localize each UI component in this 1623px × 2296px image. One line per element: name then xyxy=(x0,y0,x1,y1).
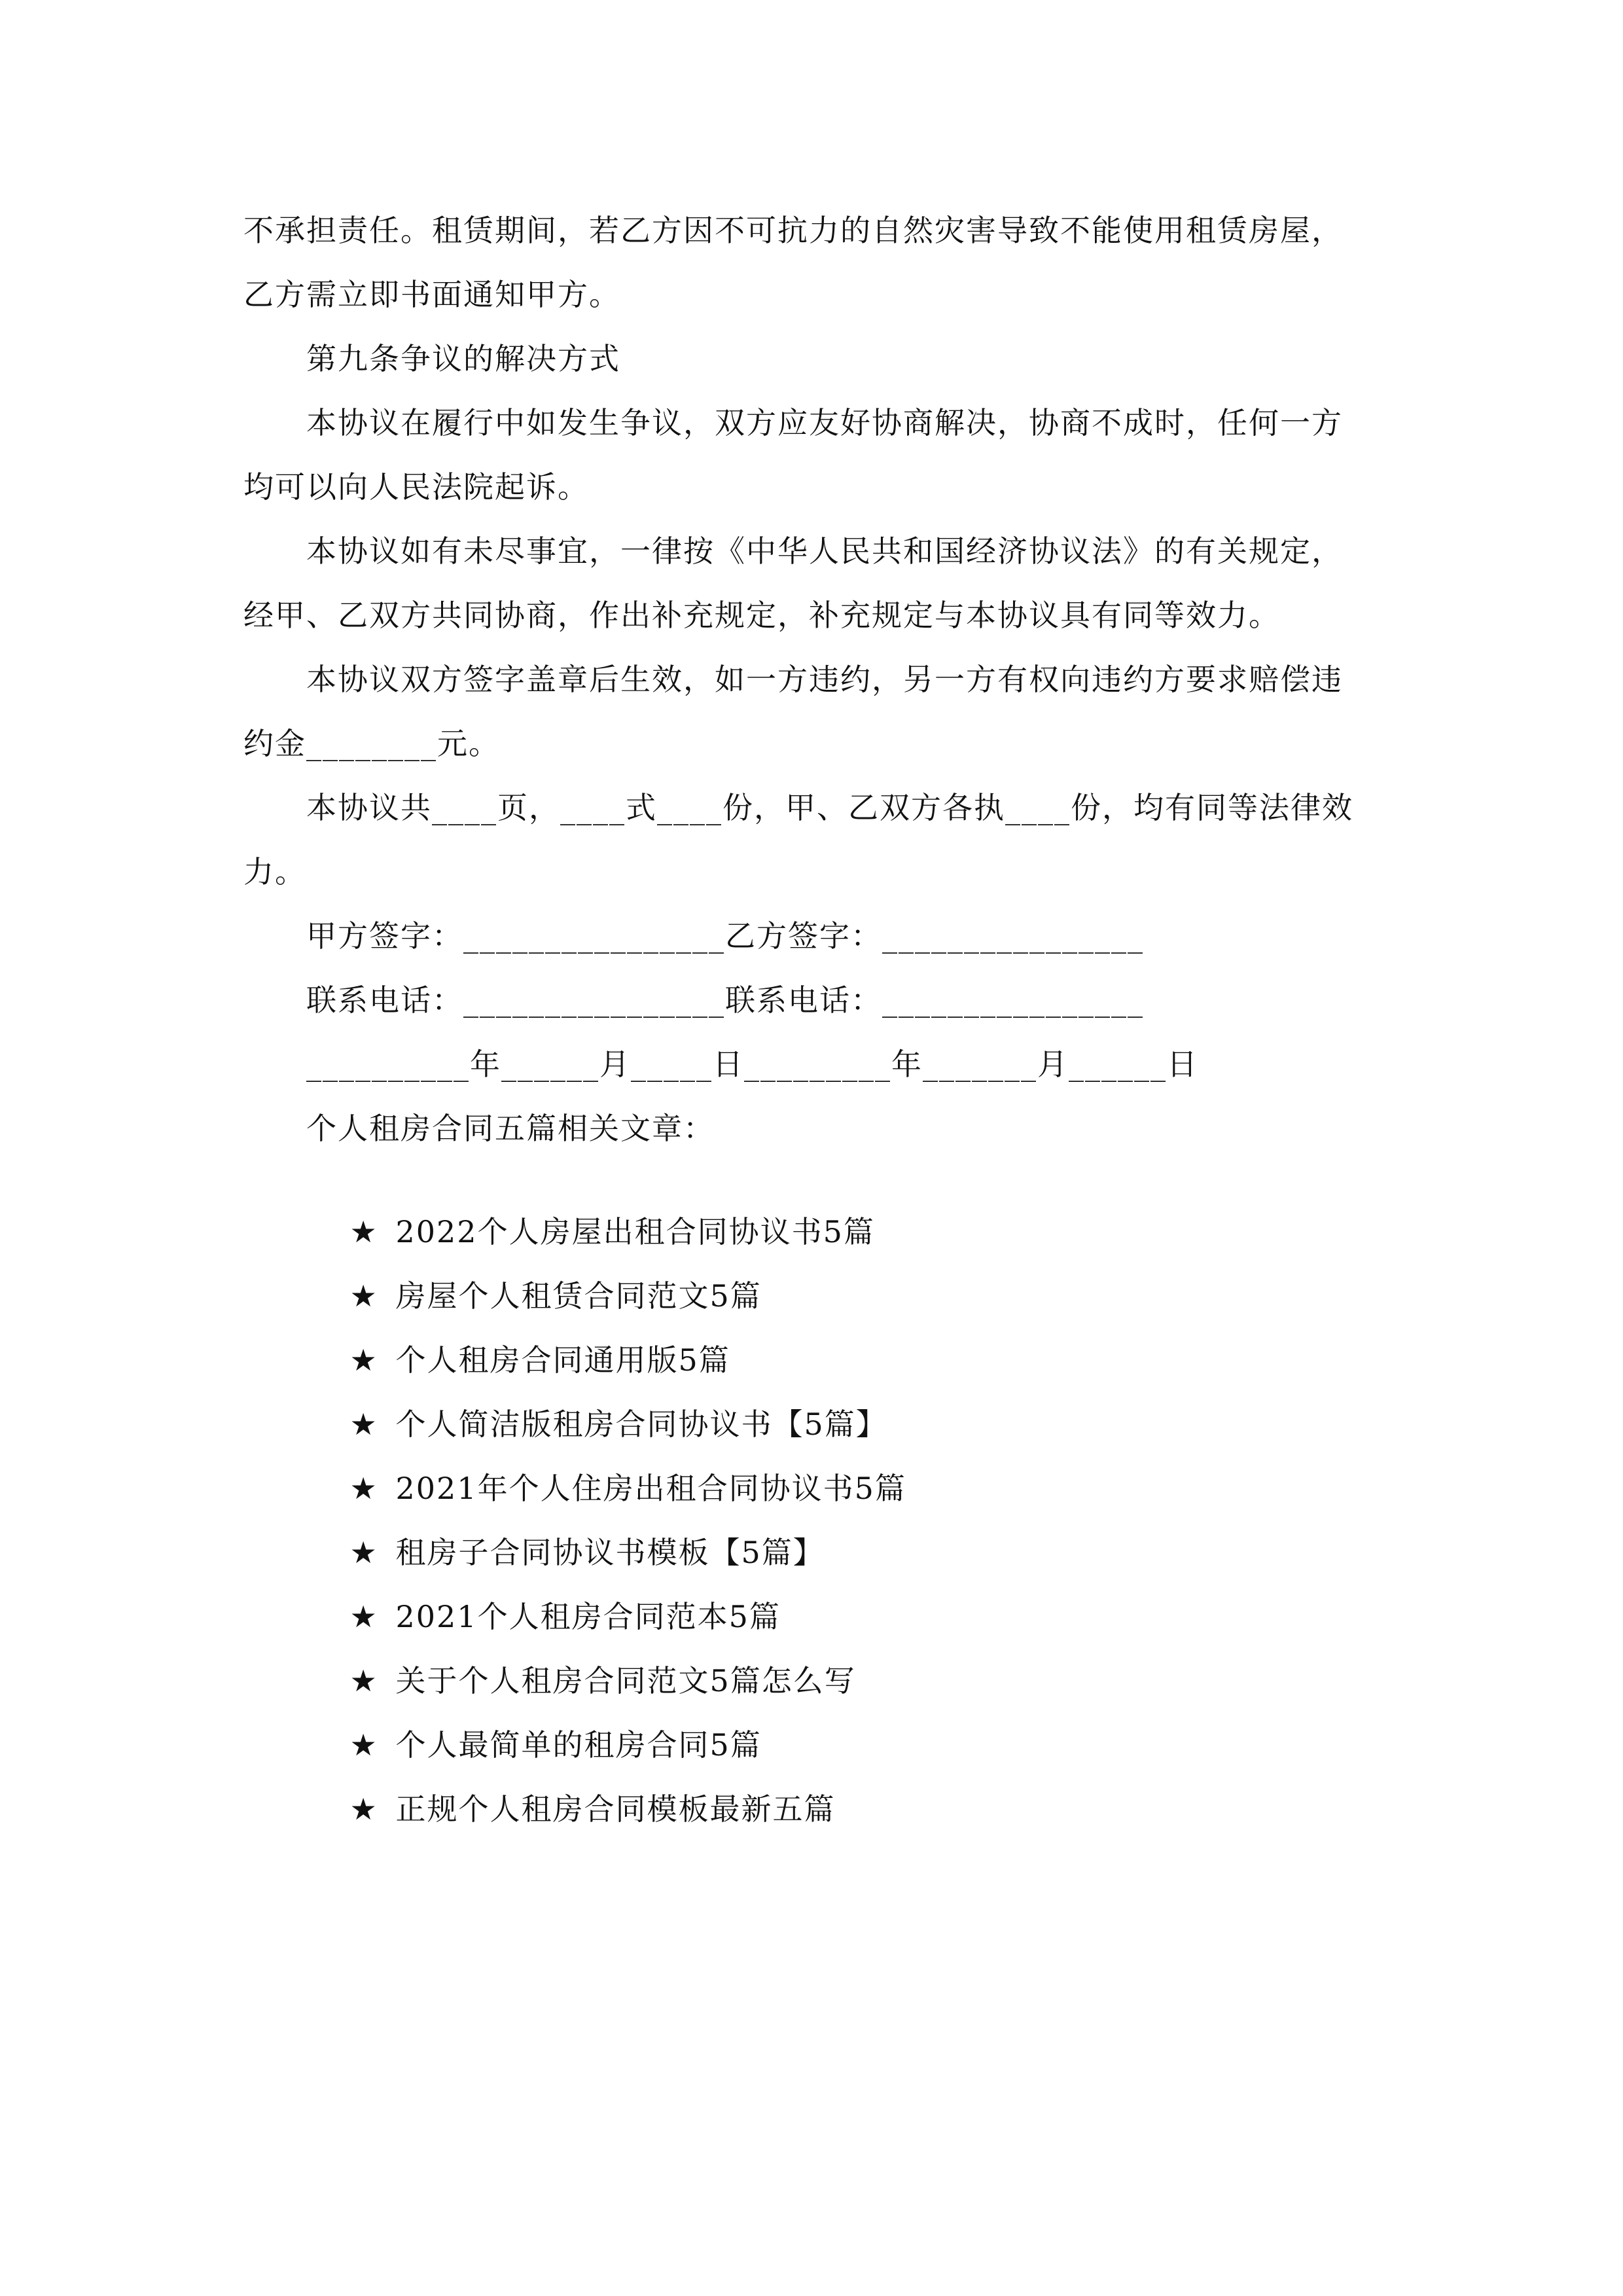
body-line-2: 乙方需立即书面通知甲方。 xyxy=(243,277,620,312)
related-article-label: 2021个人租房合同范本5篇 xyxy=(395,1599,781,1634)
related-heading: 个人租房合同五篇相关文章： xyxy=(306,1111,715,1146)
body-line-8: 本协议双方签字盖章后生效，如一方违约，另一方有权向违约方要求赔偿违 xyxy=(306,662,1343,697)
related-article-label: 正规个人租房合同模板最新五篇 xyxy=(395,1791,836,1827)
related-article-label: 个人最简单的租房合同5篇 xyxy=(395,1727,762,1763)
body-line-7: 经甲、乙双方共同协商，作出补充规定，补充规定与本协议具有同等效力。 xyxy=(243,598,1280,633)
related-article-label: 个人简洁版租房合同协议书【5篇】 xyxy=(395,1407,887,1442)
star-icon: ★ xyxy=(349,1407,378,1442)
star-icon: ★ xyxy=(349,1791,378,1827)
star-icon: ★ xyxy=(349,1471,378,1506)
related-article-label: 租房子合同协议书模板【5篇】 xyxy=(395,1535,825,1570)
related-article-label: 房屋个人租赁合同范文5篇 xyxy=(395,1278,762,1314)
signature-line: 甲方签字：________________乙方签字：________________ xyxy=(306,918,1144,954)
article-nine-heading: 第九条争议的解决方式 xyxy=(306,341,620,376)
related-article-label: 个人租房合同通用版5篇 xyxy=(395,1342,730,1378)
star-icon: ★ xyxy=(349,1535,378,1570)
body-line-11: 力。 xyxy=(243,854,306,889)
phone-line: 联系电话：________________联系电话：________________ xyxy=(306,982,1144,1018)
related-article-label: 2022个人房屋出租合同协议书5篇 xyxy=(395,1214,875,1249)
star-icon: ★ xyxy=(349,1214,378,1249)
body-line-9: 约金________元。 xyxy=(243,726,500,761)
star-icon: ★ xyxy=(349,1599,378,1634)
star-icon: ★ xyxy=(349,1727,378,1763)
date-line: __________年______月_____日_________年_______月______日 xyxy=(306,1047,1198,1082)
star-icon: ★ xyxy=(349,1342,378,1378)
body-line-5: 均可以向人民法院起诉。 xyxy=(243,469,589,505)
star-icon: ★ xyxy=(349,1663,378,1698)
body-line-4: 本协议在履行中如发生争议，双方应友好协商解决，协商不成时，任何一方 xyxy=(306,405,1343,440)
body-line-10: 本协议共____页，____式____份，甲、乙双方各执____份，均有同等法律效 xyxy=(306,790,1353,825)
related-article-label: 关于个人租房合同范文5篇怎么写 xyxy=(395,1663,856,1698)
star-icon: ★ xyxy=(349,1278,378,1314)
related-article-10[interactable] xyxy=(306,1750,836,1868)
body-line-1: 不承担责任。租赁期间，若乙方因不可抗力的自然灾害导致不能使用租赁房屋， xyxy=(243,213,1343,248)
body-line-6: 本协议如有未尽事宜，一律按《中华人民共和国经济协议法》的有关规定， xyxy=(306,533,1343,569)
related-article-label: 2021年个人住房出租合同协议书5篇 xyxy=(395,1471,906,1506)
